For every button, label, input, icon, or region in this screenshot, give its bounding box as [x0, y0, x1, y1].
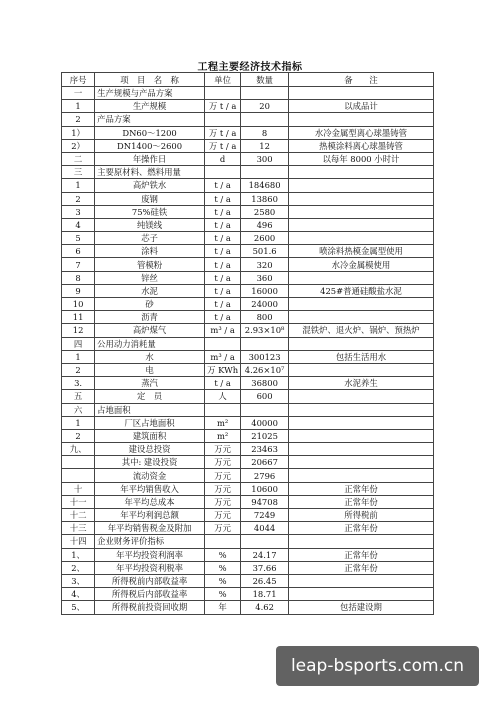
row-quantity: 2.93×10⁸ [241, 324, 289, 337]
row-quantity: 8 [241, 126, 289, 139]
row-remarks: 正常年份 [288, 495, 433, 508]
row-number: 5、 [62, 601, 95, 614]
row-remarks [288, 403, 433, 416]
row-quantity: 800 [241, 311, 289, 324]
table-row [62, 561, 434, 574]
row-remarks [288, 311, 433, 324]
row-unit: % [204, 548, 240, 561]
table-row [62, 100, 434, 113]
row-item-name: 定 员 [95, 390, 205, 403]
row-quantity: 21025 [241, 429, 289, 442]
table-row [62, 258, 434, 271]
row-remarks: 水冷金属模使用 [288, 258, 433, 271]
row-item-name: 涂料 [95, 245, 205, 258]
table-row [62, 126, 434, 139]
row-quantity: 2600 [241, 232, 289, 245]
row-quantity: 4.62 [241, 601, 289, 614]
row-quantity [241, 166, 289, 179]
row-number: 二 [62, 152, 95, 165]
row-item-name: 砂 [95, 298, 205, 311]
row-number: 9 [62, 284, 95, 297]
table-row [62, 535, 434, 548]
row-item-name: 年平均投资利润率 [95, 548, 205, 561]
row-unit: t / a [204, 377, 240, 390]
row-item-name: 所得税前投资回收期 [95, 601, 205, 614]
row-quantity: 94708 [241, 495, 289, 508]
row-remarks [288, 205, 433, 218]
row-item-name: 水泥 [95, 284, 205, 297]
row-unit: 万元 [204, 456, 240, 469]
row-remarks [288, 588, 433, 601]
row-number: 3 [62, 205, 95, 218]
row-unit: m² [204, 429, 240, 442]
row-number: 1 [62, 100, 95, 113]
row-item-name: 水 [95, 350, 205, 363]
indicators-table-body [62, 73, 434, 615]
table-row [62, 416, 434, 429]
row-unit: m² [204, 416, 240, 429]
table-row [62, 601, 434, 614]
row-unit: t / a [204, 218, 240, 231]
row-unit [204, 87, 240, 100]
row-remarks [288, 113, 433, 126]
row-quantity: 13860 [241, 192, 289, 205]
row-number [62, 469, 95, 482]
row-remarks [288, 87, 433, 100]
row-quantity: 501.6 [241, 245, 289, 258]
row-item-name: 所得税后内部收益率 [95, 588, 205, 601]
row-quantity: 496 [241, 218, 289, 231]
row-quantity: 23463 [241, 443, 289, 456]
row-item-name: 高炉煤气 [95, 324, 205, 337]
row-quantity: 24000 [241, 298, 289, 311]
row-unit: t / a [204, 192, 240, 205]
row-item-name: 蒸汽 [95, 377, 205, 390]
table-row [62, 166, 434, 179]
row-item-name: 占地面积 [95, 403, 205, 416]
row-remarks [288, 574, 433, 587]
row-number: 2 [62, 429, 95, 442]
row-quantity: 4044 [241, 522, 289, 535]
table-row [62, 311, 434, 324]
row-item-name: 主要原材料、燃料用量 [95, 166, 205, 179]
row-quantity: 320 [241, 258, 289, 271]
row-unit [204, 113, 240, 126]
row-quantity [241, 87, 289, 100]
row-remarks: 包括生活用水 [288, 350, 433, 363]
row-item-name: 生产规模 [95, 100, 205, 113]
row-number: 1、 [62, 548, 95, 561]
table-row [62, 245, 434, 258]
table-row [62, 443, 434, 456]
row-unit: m³ / a [204, 324, 240, 337]
row-unit [204, 403, 240, 416]
row-remarks: 热模涂料离心球墨铸管 [288, 139, 433, 152]
row-unit: 万元 [204, 469, 240, 482]
row-unit: t / a [204, 258, 240, 271]
row-number: 3、 [62, 574, 95, 587]
row-unit [204, 337, 240, 350]
row-quantity: 20667 [241, 456, 289, 469]
row-unit: t / a [204, 271, 240, 284]
row-number: 10 [62, 298, 95, 311]
row-quantity: 36800 [241, 377, 289, 390]
row-number: 1 [62, 350, 95, 363]
table-row [62, 469, 434, 482]
table-row [62, 284, 434, 297]
row-item-name: 高炉铁水 [95, 179, 205, 192]
row-quantity: 18.71 [241, 588, 289, 601]
row-number: 2 [62, 113, 95, 126]
row-remarks [288, 456, 433, 469]
site-watermark: leap-bsports.com.cn [276, 646, 479, 686]
row-remarks: 喷涂料热模金属型使用 [288, 245, 433, 258]
row-quantity: 16000 [241, 284, 289, 297]
row-unit: t / a [204, 245, 240, 258]
row-number: 十二 [62, 509, 95, 522]
table-row [62, 403, 434, 416]
row-remarks [288, 166, 433, 179]
table-row [62, 482, 434, 495]
row-unit: t / a [204, 311, 240, 324]
row-item-name: 75%硅铁 [95, 205, 205, 218]
row-item-name: 公用动力消耗量 [95, 337, 205, 350]
row-unit: 万 t / a [204, 139, 240, 152]
row-number: 一 [62, 87, 95, 100]
row-number: 11 [62, 311, 95, 324]
row-item-name: 流动资金 [95, 469, 205, 482]
row-item-name: 锌丝 [95, 271, 205, 284]
row-remarks: 水泥养生 [288, 377, 433, 390]
table-row [62, 363, 434, 376]
table-header-row [62, 73, 434, 87]
table-row [62, 218, 434, 231]
row-number: 8 [62, 271, 95, 284]
row-unit: % [204, 574, 240, 587]
table-row [62, 298, 434, 311]
row-remarks: 425#普通硅酸盐水泥 [288, 284, 433, 297]
row-quantity [241, 113, 289, 126]
row-unit: 万 t / a [204, 126, 240, 139]
table-row [62, 456, 434, 469]
table-row [62, 87, 434, 100]
row-item-name: 废钢 [95, 192, 205, 205]
row-unit: 万元 [204, 509, 240, 522]
row-remarks [288, 535, 433, 548]
row-item-name: 年操作日 [95, 152, 205, 165]
row-remarks: 所得税前 [288, 509, 433, 522]
row-number: 6 [62, 245, 95, 258]
row-unit: d [204, 152, 240, 165]
row-unit: % [204, 588, 240, 601]
row-number: 三 [62, 166, 95, 179]
row-quantity: 360 [241, 271, 289, 284]
row-item-name: 电 [95, 363, 205, 376]
row-item-name: 企业财务评价指标 [95, 535, 205, 548]
row-unit: 万元 [204, 495, 240, 508]
row-unit [204, 166, 240, 179]
row-quantity [241, 403, 289, 416]
table-row [62, 192, 434, 205]
row-number: 2、 [62, 561, 95, 574]
row-number: 六 [62, 403, 95, 416]
row-quantity: 26.45 [241, 574, 289, 587]
table-row [62, 152, 434, 165]
row-quantity: 24.17 [241, 548, 289, 561]
row-unit: 万元 [204, 522, 240, 535]
row-number: 九、 [62, 443, 95, 456]
table-row [62, 324, 434, 337]
table-row [62, 522, 434, 535]
row-item-name: 芯子 [95, 232, 205, 245]
table-row [62, 232, 434, 245]
document-title: 工程主要经济技术指标 [197, 62, 303, 73]
row-number: 3. [62, 377, 95, 390]
row-remarks [288, 271, 433, 284]
row-item-name: 年平均销售税金及附加 [95, 522, 205, 535]
row-quantity: 20 [241, 100, 289, 113]
row-quantity: 12 [241, 139, 289, 152]
row-quantity: 300123 [241, 350, 289, 363]
row-unit: 人 [204, 390, 240, 403]
row-unit: 万元 [204, 443, 240, 456]
row-item-name: 厂区占地面积 [95, 416, 205, 429]
row-number: 十三 [62, 522, 95, 535]
row-remarks [288, 179, 433, 192]
table-row [62, 574, 434, 587]
row-unit: % [204, 561, 240, 574]
table-row [62, 429, 434, 442]
row-number: 十四 [62, 535, 95, 548]
table-row [62, 139, 434, 152]
header-item-name: 项 目 名 称 [95, 73, 205, 87]
table-row [62, 588, 434, 601]
table-row [62, 113, 434, 126]
row-item-name: 生产规模与产品方案 [95, 87, 205, 100]
row-item-name: 建设总投资 [95, 443, 205, 456]
table-row [62, 179, 434, 192]
row-unit: 万 t / a [204, 100, 240, 113]
row-item-name: 其中: 建设投资 [95, 456, 205, 469]
row-remarks [288, 298, 433, 311]
row-item-name: 产品方案 [95, 113, 205, 126]
indicators-table [61, 72, 434, 615]
row-number: 7 [62, 258, 95, 271]
row-item-name: 所得税前内部收益率 [95, 574, 205, 587]
row-number: 1 [62, 179, 95, 192]
row-quantity [241, 337, 289, 350]
row-item-name: 年平均销售收入 [95, 482, 205, 495]
row-number [62, 456, 95, 469]
row-remarks: 以每年 8000 小时计 [288, 152, 433, 165]
header-remarks: 备 注 [288, 73, 433, 87]
row-unit: t / a [204, 205, 240, 218]
row-quantity: 40000 [241, 416, 289, 429]
row-unit: t / a [204, 179, 240, 192]
row-unit: t / a [204, 232, 240, 245]
table-row [62, 337, 434, 350]
table-row [62, 548, 434, 561]
row-remarks [288, 218, 433, 231]
table-row [62, 509, 434, 522]
row-quantity: 300 [241, 152, 289, 165]
row-item-name: 管模粉 [95, 258, 205, 271]
header-quantity: 数量 [241, 73, 289, 87]
row-remarks: 正常年份 [288, 548, 433, 561]
row-number: 1） [62, 126, 95, 139]
row-unit [204, 535, 240, 548]
row-item-name: 建筑面积 [95, 429, 205, 442]
row-remarks: 水冷金属型离心球墨铸管 [288, 126, 433, 139]
row-remarks [288, 429, 433, 442]
row-remarks [288, 363, 433, 376]
row-item-name: DN1400～2600 [95, 139, 205, 152]
row-remarks: 正常年份 [288, 482, 433, 495]
row-number: 十一 [62, 495, 95, 508]
row-number: 五 [62, 390, 95, 403]
row-item-name: 年平均投资利税率 [95, 561, 205, 574]
row-unit: 年 [204, 601, 240, 614]
row-number: 2） [62, 139, 95, 152]
row-number: 2 [62, 192, 95, 205]
row-remarks: 混铁炉、退火炉、锅炉、预热炉 [288, 324, 433, 337]
row-remarks [288, 337, 433, 350]
row-number: 5 [62, 232, 95, 245]
row-quantity: 7249 [241, 509, 289, 522]
row-item-name: 纯镁线 [95, 218, 205, 231]
row-unit: t / a [204, 284, 240, 297]
row-remarks [288, 390, 433, 403]
row-item-name: 沥青 [95, 311, 205, 324]
row-remarks [288, 469, 433, 482]
row-quantity: 184680 [241, 179, 289, 192]
row-remarks: 正常年份 [288, 522, 433, 535]
row-remarks [288, 232, 433, 245]
row-item-name: 年平均总成本 [95, 495, 205, 508]
header-no: 序号 [62, 73, 95, 87]
row-unit: t / a [204, 298, 240, 311]
row-remarks [288, 192, 433, 205]
row-unit: 万元 [204, 482, 240, 495]
table-row [62, 205, 434, 218]
row-quantity: 37.66 [241, 561, 289, 574]
row-unit: 万 KWh [204, 363, 240, 376]
row-item-name: 年平均利润总额 [95, 509, 205, 522]
row-quantity: 10600 [241, 482, 289, 495]
row-number: 十 [62, 482, 95, 495]
row-number: 1 [62, 416, 95, 429]
row-number: 4、 [62, 588, 95, 601]
row-quantity: 2796 [241, 469, 289, 482]
row-remarks [288, 443, 433, 456]
row-quantity: 600 [241, 390, 289, 403]
row-remarks: 正常年份 [288, 561, 433, 574]
row-item-name: DN60～1200 [95, 126, 205, 139]
row-number: 4 [62, 218, 95, 231]
row-remarks: 包括建设期 [288, 601, 433, 614]
row-quantity: 4.26×10⁷ [241, 363, 289, 376]
table-row [62, 350, 434, 363]
row-unit: m³ / a [204, 350, 240, 363]
row-number: 12 [62, 324, 95, 337]
row-remarks: 以成品计 [288, 100, 433, 113]
row-quantity [241, 535, 289, 548]
header-unit: 单位 [204, 73, 240, 87]
table-row [62, 377, 434, 390]
table-row [62, 390, 434, 403]
row-quantity: 2580 [241, 205, 289, 218]
table-row [62, 495, 434, 508]
row-remarks [288, 416, 433, 429]
table-row [62, 271, 434, 284]
row-number: 四 [62, 337, 95, 350]
row-number: 2 [62, 363, 95, 376]
